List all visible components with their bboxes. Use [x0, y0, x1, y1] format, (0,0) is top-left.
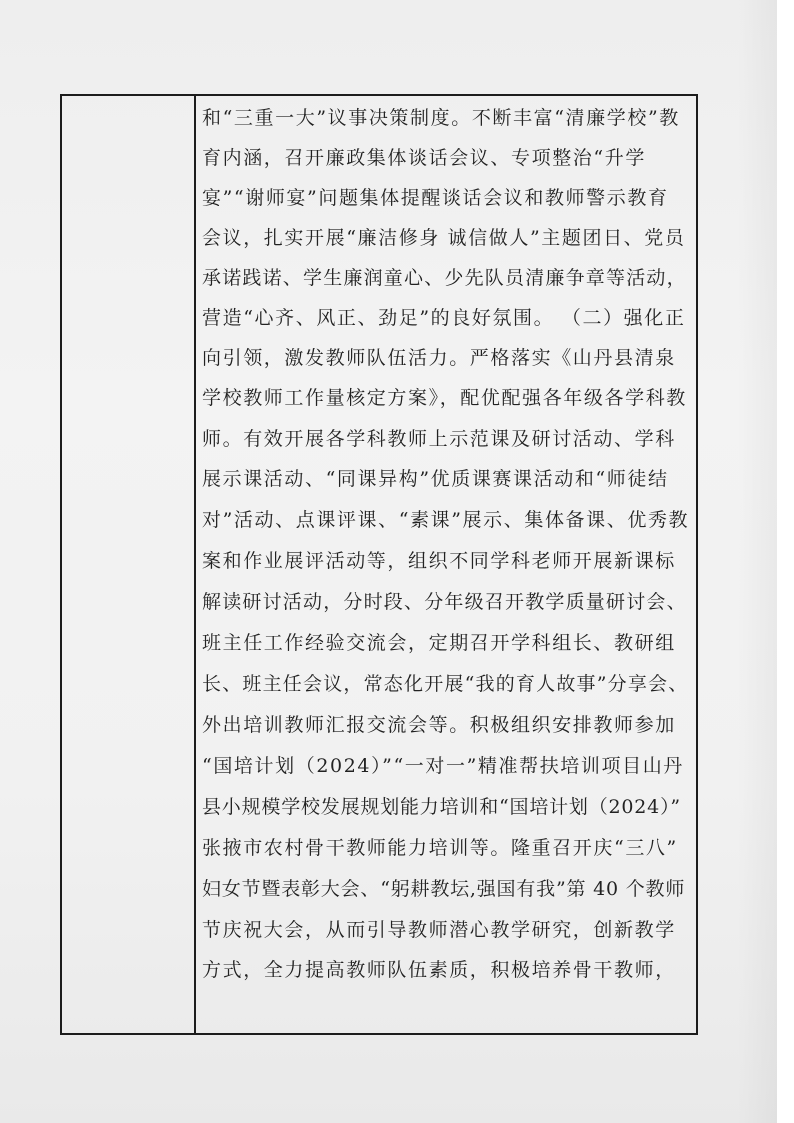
text-line: 对”活动、点课评课、“素课”展示、集体备课、优秀教	[202, 509, 690, 531]
text-line: 师。有效开展各学科教师上示范课及研讨活动、学科	[202, 428, 676, 450]
text-line: 营造“心齐、风正、劲足”的良好氛围。 （二）强化正	[202, 307, 686, 329]
text-line: 宴”“谢师宴”问题集体提醒谈话会议和教师警示教育	[202, 187, 669, 209]
text-line: “国培计划（2024）”“一对一”精准帮扶培训项目山丹	[202, 755, 684, 777]
text-line: 展示课活动、“同课异构”优质课赛课活动和“师徒结	[202, 468, 669, 490]
page-edge-shadow	[737, 0, 777, 1123]
text-line: 节庆祝大会，从而引导教师潜心教学研究，创新教学	[202, 919, 676, 941]
text-line: 县小规模学校发展规划能力培训和“国培计划（2024）”	[202, 796, 681, 818]
text-line: 解读研讨活动，分时段、分年级召开教学质量研讨会、	[202, 591, 687, 613]
text-line: 会议，扎实开展“廉洁修身 诚信做人”主题团日、党员	[202, 227, 686, 249]
text-line: 案和作业展评活动等，组织不同学科老师开展新课标	[202, 550, 676, 572]
text-line: 学校教师工作量核定方案》，配优配强各年级各学科教	[202, 387, 687, 409]
text-line: 承诺践诺、学生廉润童心、少先队员清廉争章等活动，	[202, 267, 687, 289]
text-line: 班主任工作经验交流会，定期召开学科组长、教研组	[202, 632, 676, 654]
table-left-cell	[62, 96, 196, 1033]
text-line: 张掖市农村骨干教师能力培训等。隆重召开庆“三八”	[202, 837, 678, 859]
text-line: 妇女节暨表彰大会、“躬耕教坛,强国有我”第 40 个教师	[202, 878, 686, 900]
text-line: 育内涵，召开廉政集体谈话会议、专项整治“升学	[202, 147, 646, 169]
text-line: 外出培训教师汇报交流会等。积极组织安排教师参加	[202, 714, 676, 736]
document-table	[60, 94, 698, 1035]
text-line: 方式，全力提高教师队伍素质，积极培养骨干教师，	[202, 959, 676, 981]
text-line: 向引领，激发教师队伍活力。严格落实《山丹县清泉	[202, 347, 676, 369]
table-content-cell	[196, 96, 696, 1033]
text-line: 长、班主任会议，常态化开展“我的育人故事”分享会、	[202, 673, 689, 695]
text-line: 和“三重一大”议事决策制度。不断丰富“清廉学校”教	[202, 107, 680, 129]
